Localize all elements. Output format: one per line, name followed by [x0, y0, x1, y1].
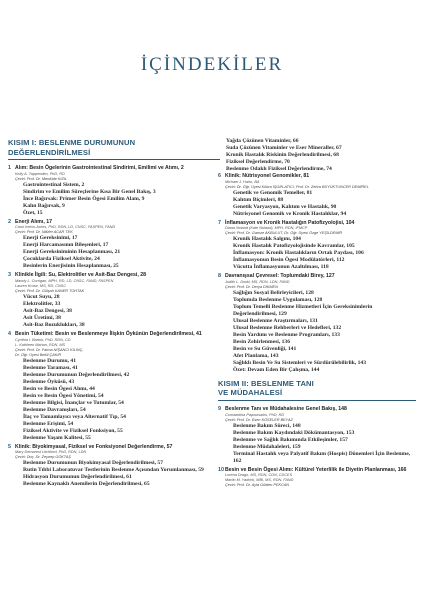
left-column — [8, 138, 220, 490]
header-band — [0, 0, 424, 130]
section-entry: Ulusal Beslenme Araştırmaları, 131 — [233, 317, 318, 324]
section-entry: Toplum Temelli Beslenme Hizmetleri İçin Gereksinimlerin Değerlendirilmesi, 129 — [233, 303, 373, 317]
section-entry: Besin ve Su Güvenliği, 141 — [233, 345, 297, 352]
chapter-translator: Çeviri: Doç. Dr. Zeynep GÖKTAŞ — [15, 455, 71, 460]
chapter-title-row — [8, 331, 220, 338]
section-entry: Gastrointestinal Sistem, 2 — [23, 181, 85, 188]
chapter-title-row — [218, 273, 416, 280]
chapter-translator: Çeviri: Prof. Dr. Merdüde KIZIL — [15, 176, 67, 181]
section-entry: Terminal Hastalık veya Palyatif Bakım (Hospis) Dönemleri İçin Beslenme, 162 — [233, 450, 411, 464]
section-entry: Beslenme Öyküsü, 43 — [23, 378, 75, 385]
chapter-body — [8, 450, 220, 488]
chapter-title-row — [8, 272, 220, 279]
chapter-author: Lorena Drago, MS, RDN, CDN, CDCES — [225, 473, 293, 478]
part-2-title-line2: VE MÜDAHALESİ — [218, 388, 283, 398]
section-entry: Elektrolitler, 33 — [23, 300, 61, 307]
chapter-translator: Çeviri: Prof. Dr. Derya DİKMEN — [225, 284, 278, 289]
chapter-title: İnflamasyon ve Kronik Hastalığın Patofizyolojisi, 104 — [225, 219, 355, 226]
section-entry: Ulusal Beslenme Rehberleri ve Hedefleri, 132 — [233, 324, 342, 331]
chapter-translator: Çeviri: Dr. Öğr. Üyesi Kübra İŞGİN-ATICI, Prof. Dr. Zehra BÜYÜKTUNCER DEMİREL — [225, 184, 369, 189]
chapter-body — [8, 279, 220, 329]
section-entry: Rutin Tıbbi Laboratuvar Testlerinin Beslenme Açısından Yorumlanması, 59 — [23, 467, 204, 474]
chapter-entry — [218, 173, 416, 218]
section-entry: İnce Bağırsak: Primer Besin Ögesi Emilim Alanı, 9 — [23, 195, 145, 202]
section-entry: Enerji Harcamasının Bileşenleri, 17 — [23, 242, 109, 249]
chapter-translator: Dr. Öğr. Üyesi Betül ÇAKIR — [15, 352, 62, 357]
chapter-author: Martin M. Yadrick, MBI, MS, RDN, FAND — [225, 478, 294, 483]
chapter-entry — [218, 273, 416, 374]
section-entry: Özet, 15 — [23, 209, 43, 216]
section-entry: Beslenme Yaşam Kalitesi, 55 — [23, 434, 91, 441]
part-2-heading — [218, 379, 416, 401]
section-entry: Asit-Baz Bozuklukları, 38 — [23, 321, 85, 328]
section-entry: Enerji Gereksinimi, 17 — [23, 235, 78, 242]
chapter-title: Klinikle İlgili: Su, Elektrolitler ve Asit-Baz Dengesi, 28 — [15, 272, 146, 279]
chapter-translator: Çeviri: Prof. Dr. Nilüfer ACAR TEK — [15, 230, 73, 235]
section-entry: Beslenme Bakım Süreci, 148 — [233, 422, 301, 429]
part-2-chapter-list — [218, 406, 416, 488]
section-entry: Beslenme Müdahaleleri, 159 — [233, 443, 301, 450]
section-entry: Beslenme Bakım Kaydındaki Dökümantasyon, 153 — [233, 429, 355, 436]
section-entry: Asit-Baz Dengesi, 38 — [23, 307, 72, 314]
chapter-entry — [8, 165, 220, 217]
section-entry: İnflamasyon: Kronik Hastalıkların Ortak Paydası, 106 — [233, 250, 364, 257]
continued-section-list — [218, 138, 416, 173]
chapter-title-row — [218, 406, 416, 413]
section-entry: Çocuklarda Fiziksel Aktivite, 24 — [23, 256, 100, 263]
chapter-author: Lauren Kruse, MS, RD, CNSC — [15, 283, 67, 288]
section-entry: Sağlığın Sosyal Belirleyicileri, 128 — [233, 289, 314, 296]
section-entry: Fiziksel Değerlendirme, 70 — [226, 159, 290, 165]
chapter-title-row — [8, 444, 220, 451]
left-chapter-list — [8, 165, 220, 488]
chapter-entry — [218, 406, 416, 465]
chapter-entry — [8, 219, 220, 271]
chapter-body — [218, 413, 416, 465]
part-2-title-line1: KISIM II: BESLENME TANI — [218, 378, 314, 388]
section-entry: Beslenme Erişimi, 54 — [23, 420, 74, 427]
section-entry: İnflamasyonun Besin Ögesi Modülatörleri, 112 — [233, 257, 345, 264]
right-column — [218, 138, 416, 490]
chapter-title-row — [8, 165, 220, 172]
section-entry: Beslenme Bilgisi, İnançlar ve Tutumlar, 54 — [23, 399, 124, 406]
chapter-translator: Çeviri: Prof. Dr. Gülşah KANER TOHTAK — [15, 288, 85, 293]
right-chapter-list — [218, 173, 416, 374]
chapter-author: Diana Noland (Kate Noland), MPH, RDN, IFMCP — [225, 226, 308, 231]
section-entry: Vücut Suyu, 28 — [23, 293, 60, 300]
section-entry: Toplumda Beslenme Uygulaması, 128 — [233, 296, 323, 303]
chapter-number: 8 — [218, 273, 221, 280]
section-entry: Beslenme Durumunun Değerlendirilmesi, 42 — [23, 371, 130, 378]
chapter-title-row — [218, 220, 416, 227]
chapter-title-row — [218, 173, 416, 180]
section-entry: Afet Planlama, 143 — [233, 352, 279, 359]
chapter-number: 3 — [8, 272, 11, 279]
chapter-title: Alım: Besin Ögelerinin Gastrointestinal Sindirimi, Emilimi ve Atımı, 2 — [15, 165, 184, 172]
chapter-translator: Çeviri: Prof. Dr. Esen KÖSELER BEYAZ — [225, 417, 293, 422]
chapter-title: Besin Tüketimi: Besin ve Beslenmeye İlişkin Öykünün Değerlendirilmesi, 41 — [15, 330, 202, 337]
section-entry: Kalıtım Biçimleri, 88 — [233, 196, 284, 203]
chapter-author: Michael J. Hahn, BA — [225, 179, 260, 184]
chapter-body — [8, 172, 220, 217]
section-entry: Besin ve Besin Ögesi Yönetimi, 54 — [23, 392, 104, 399]
section-entry: Fiziksel Aktivite ve Fiziksel Fonksiyon, 55 — [23, 427, 123, 434]
section-entry: Hidrasyon Durumunun Değerlendirilmesi, 61 — [23, 474, 132, 481]
chapter-number: 1 — [8, 165, 11, 172]
chapter-author: Carol Ireton-Jones, PhD, RDN, LD, CNSC, FASPEN, FAND — [15, 225, 116, 230]
chapter-body — [218, 473, 416, 488]
section-entry: İlaç ve Tamamlayıcı veya Alternatif Tıp, 54 — [23, 413, 126, 420]
chapter-entry — [218, 467, 416, 489]
section-entry: Kronik Hastalık Salgını, 104 — [233, 236, 301, 243]
page-title: İÇİNDEKİLER — [140, 54, 284, 75]
chapter-body — [8, 225, 220, 270]
section-entry: Genetik ve Genomik Temeller, 81 — [233, 189, 313, 196]
section-entry: Kalın Bağırsak, 9 — [23, 202, 65, 209]
chapter-entry — [8, 272, 220, 329]
section-entry: Besin Zehirlenmesi, 136 — [233, 338, 291, 345]
section-entry: Kronik Hastalık Riskinin Değerlendirilmesi, 68 — [226, 152, 339, 158]
chapter-number: 10 — [218, 466, 224, 473]
chapter-author: Judith L. Dodd, MS, RDN, LDN, FAND — [225, 279, 290, 284]
chapter-author: Mandy L. Corrigan, MPH, RD, LD, CNSC, FAND, FASPEN — [15, 278, 114, 283]
section-entry: Asit Üretimi, 38 — [23, 314, 61, 321]
section-entry: Beslenme Taraması, 41 — [23, 364, 78, 371]
chapter-translator: Çeviri: Prof. Dr. Gamze AKBULUT, Dr. Öğr. Üyesi Özge YEŞİLDEMİR — [225, 231, 343, 236]
chapter-number: 2 — [8, 218, 11, 225]
chapter-title: Klinik: Nütrisyonel Genomikler, 81 — [225, 173, 310, 179]
section-entry: Besin Yardımı ve Beslenme Programları, 133 — [233, 331, 340, 338]
section-entry: Besinlerin Enerjisinin Hesaplanması, 25 — [23, 263, 119, 270]
chapter-number: 4 — [8, 330, 11, 337]
part-1-title-line2: DEĞERLENDİRİLMESİ — [8, 147, 91, 157]
section-entry: Vücutta İnflamasyonun Azaltılması, 118 — [233, 264, 329, 271]
part-1-title-line1: KISIM I: BESLENME DURUMUNUN — [8, 138, 136, 147]
chapter-entry — [218, 220, 416, 272]
chapter-author: Mary Demarest Litchford, PhD, RDN, LDN — [15, 450, 87, 455]
chapter-title: Davranışsal Çevresel: Toplumdaki Birey, 127 — [225, 273, 335, 280]
chapter-body — [8, 338, 220, 442]
chapter-title: Beslenme Tanı ve Müdahalesine Genel Bakış, 148 — [225, 405, 347, 412]
chapter-number: 6 — [218, 173, 221, 179]
chapter-number: 7 — [218, 219, 221, 226]
section-entry: Beslenme Odaklı Fiziksel Değerlendirme, 74 — [226, 166, 332, 172]
section-entry: Kronik Hastalık Patofizyolojisinde Kavramlar, 105 — [233, 243, 355, 250]
chapter-number: 5 — [8, 443, 11, 450]
section-entry: Yağda Çözünen Vitaminler, 66 — [226, 138, 299, 144]
section-entry: Sindirim ve Emilim Süreçlerine Kısa Bir Genel Bakış, 3 — [23, 188, 156, 195]
section-entry: Beslenme Kaynaklı Anemilerin Değerlendirilmesi, 65 — [23, 481, 150, 488]
chapter-title: Enerji Alımı, 17 — [15, 218, 52, 225]
section-entry: Suda Çözünen Vitaminler ve Eser Mineraller, 67 — [226, 145, 342, 151]
chapter-author: Cynthia I. Bartok, PhD, RDN, CD — [15, 337, 71, 342]
section-entry: Beslenme Durumu, 41 — [23, 357, 76, 364]
chapter-entry — [8, 444, 220, 489]
section-entry: Sağlıklı Besin Ve Su Sistemleri ve Sürdürülebilirlik, 143 — [233, 359, 367, 366]
section-entry: Genetik Varyasyon, Kalıtım ve Hastalık, 90 — [233, 203, 337, 210]
chapter-number: 9 — [218, 405, 221, 412]
chapter-body — [218, 280, 416, 374]
chapter-author: L. Kathleen Mahan, RDN, MS — [15, 342, 66, 347]
chapter-body — [218, 226, 416, 271]
chapter-author: Constantina Papoutsakis, PhD, RD — [225, 412, 285, 417]
chapter-title: Besin ve Besin Ögesi Alımı: Kültürel Yeterlilik ile Diyetin Planlanması, 166 — [225, 466, 407, 473]
chapter-entry — [8, 331, 220, 442]
part-1-heading — [8, 138, 220, 160]
section-entry: Besin ve Besin Ögesi Alımı, 44 — [23, 385, 95, 392]
section-entry: Beslenme Durumunun Biyokimyasal Değerlendirilmesi, 57 — [23, 460, 164, 467]
section-entry: Beslenme ve Sağlık Bakımında Etkileşimler, 157 — [233, 436, 348, 443]
section-entry: Enerji Gereksiniminin Hesaplanması, 21 — [23, 249, 121, 256]
section-entry: Özet: Devam Eden Bir Çalışma, 144 — [233, 366, 320, 373]
chapter-title: Klinik: Biyokimyasal, Fiziksel ve Fonksiyonel Değerlendirme, 57 — [15, 443, 173, 450]
section-entry: Beslenme Davranışları, 54 — [23, 406, 86, 413]
chapter-body — [218, 180, 416, 218]
section-entry: Nütrisyonel Genomik ve Kronik Hastalıklar, 94 — [233, 210, 347, 217]
chapter-translator: Çeviri: Prof. Dr. Ayla Gülden PEKCAN — [225, 483, 290, 488]
chapter-title-row — [8, 219, 220, 226]
chapter-author: Kelly A. Tappenden, PhD, RD — [15, 171, 65, 176]
chapter-title-row — [218, 467, 416, 474]
chapter-translator: Çeviri: Prof. Dr. Fatma NİŞANCI KILINÇ, — [15, 347, 84, 352]
